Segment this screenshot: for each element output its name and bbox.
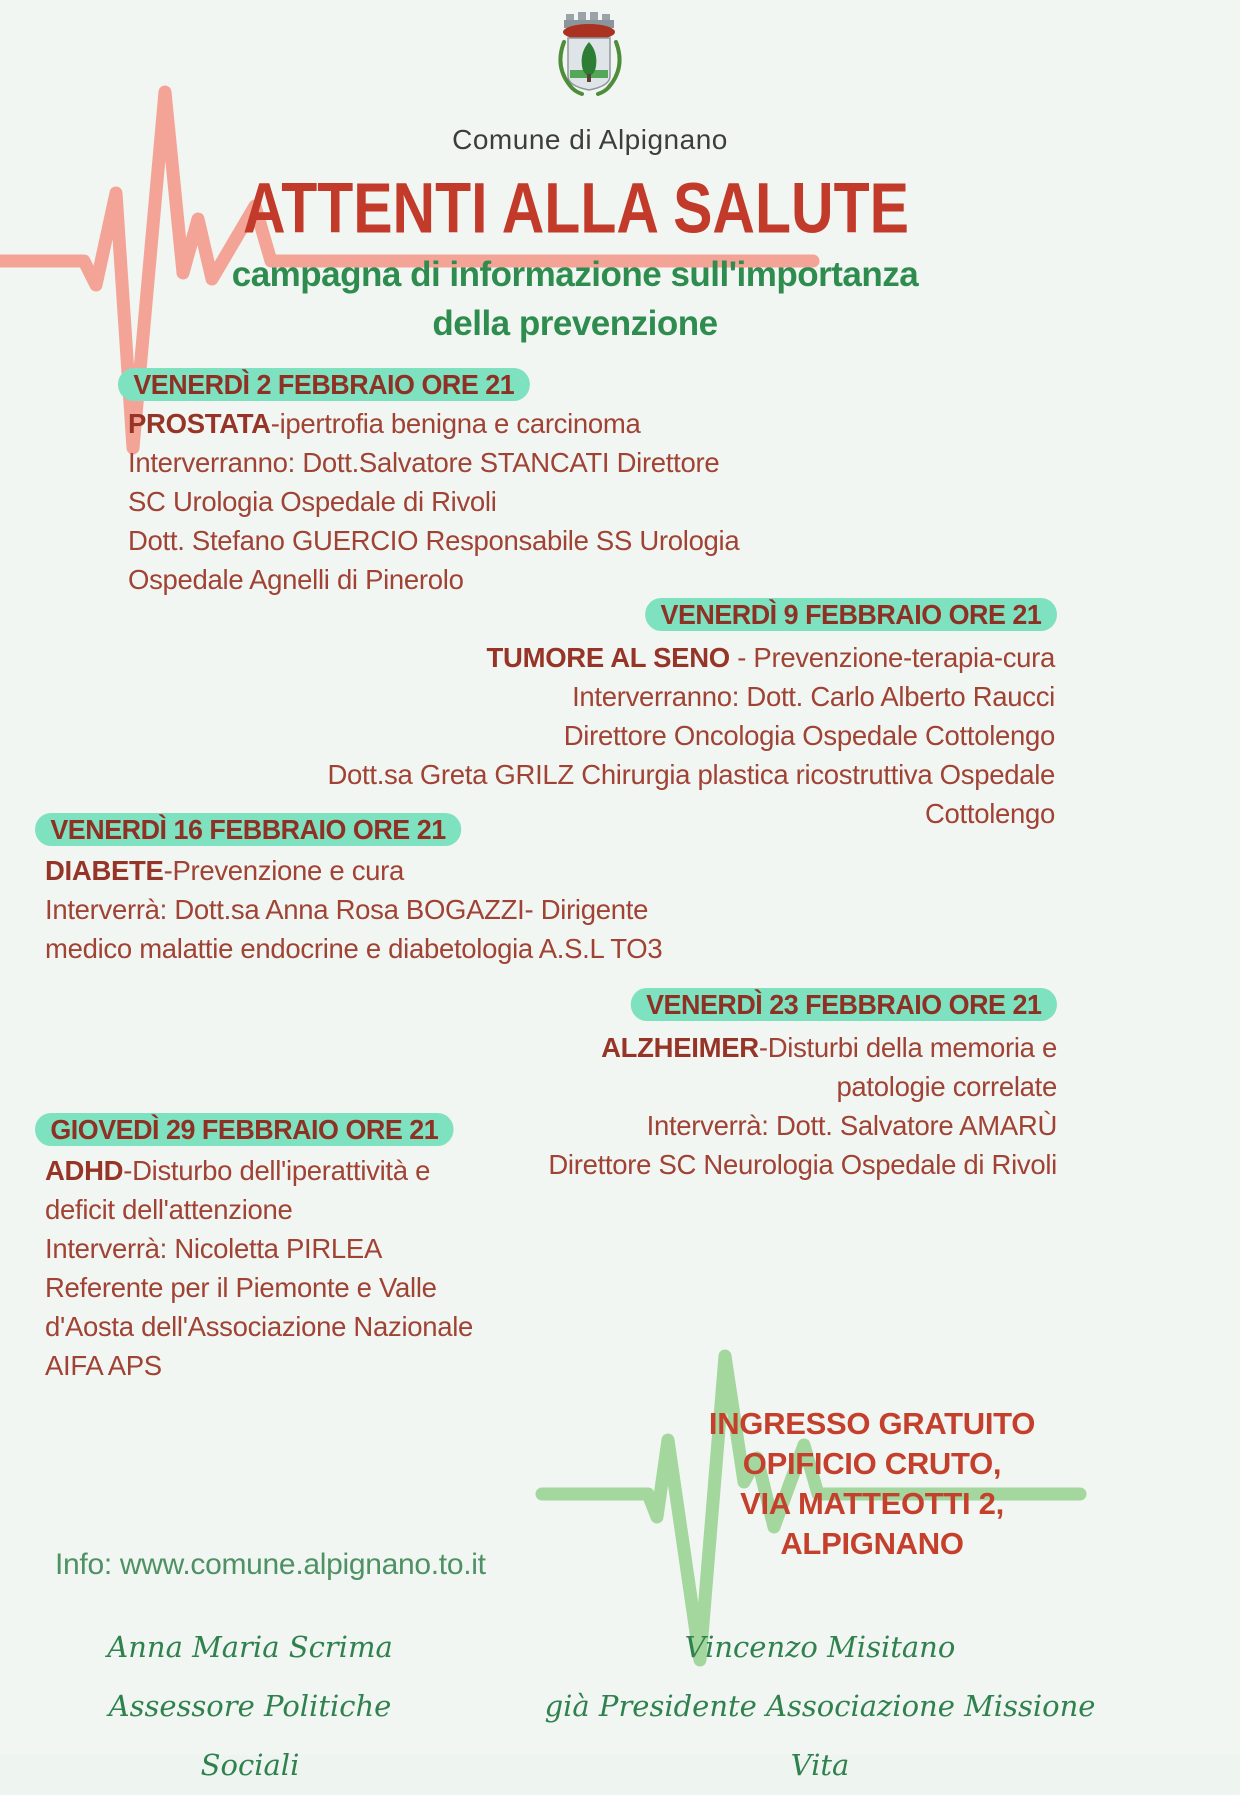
event-details [45, 1151, 545, 1385]
venue-line-place: OPIFICIO CRUTO, [742, 1446, 1002, 1481]
event-date-badge: GIOVEDÌ 29 FEBBRAIO ORE 21 [35, 1113, 454, 1146]
event-details [215, 638, 1055, 833]
venue-info [672, 1404, 1072, 1564]
event-line: Cottolengo [924, 798, 1055, 829]
event-topic: TUMORE AL SENO - Prevenzione-terapia-cura [486, 642, 1055, 673]
info-url: Info: www.comune.alpignano.to.it [55, 1548, 486, 1581]
event-line: SC Urologia Ospedale di Rivoli [128, 486, 497, 517]
event-line: Interverranno: Dott. Carlo Alberto Raucci [572, 681, 1055, 712]
event-line: patologie correlate [836, 1071, 1057, 1102]
event-line: deficit dell'attenzione [45, 1194, 293, 1225]
venue-line-free-entry: INGRESSO GRATUITO [708, 1406, 1036, 1441]
event-line: Interverrà: Nicoletta PIRLEA [45, 1233, 383, 1264]
event-topic: ALZHEIMER-Disturbi della memoria e [601, 1032, 1057, 1063]
event-line: Interverrà: Dott.sa Anna Rosa BOGAZZI- Dirigente [45, 894, 649, 925]
event-line: Interverrà: Dott. Salvatore AMARÙ [646, 1110, 1057, 1141]
signature-left [55, 1618, 445, 1795]
event-line: Ospedale Agnelli di Pinerolo [128, 564, 464, 595]
signature-name: Anna Maria Scrima [107, 1630, 393, 1664]
signature-role: già Presidente Associazione Missione Vita [544, 1689, 1096, 1782]
event-line: d'Aosta dell'Associazione Nazionale [45, 1311, 474, 1342]
event-line: medico malattie endocrine e diabetologia A.S.L TO3 [45, 933, 663, 964]
event-date-badge: VENERDÌ 9 FEBBRAIO ORE 21 [645, 598, 1057, 631]
event-line: AIFA APS [45, 1350, 162, 1381]
poster-title: ATTENTI ALLA SALUTE [243, 169, 909, 249]
municipality-name: Comune di Alpignano [452, 124, 728, 155]
event-topic: ADHD-Disturbo dell'iperattività e [45, 1155, 431, 1186]
event-line: Dott.sa Greta GRILZ Chirurgia plastica ricostruttiva Ospedale [327, 759, 1055, 790]
signature-name: Vincenzo Misitano [684, 1630, 956, 1664]
signature-right [540, 1618, 1100, 1795]
crown [563, 12, 615, 40]
event-details [45, 851, 805, 968]
event-topic: DIABETE-Prevenzione e cura [45, 855, 405, 886]
venue-line-city: ALPIGNANO [780, 1526, 964, 1561]
subtitle-line-1: campagna di informazione sull'importanza [231, 255, 919, 294]
municipal-crest-icon [548, 8, 632, 120]
event-date-badge: VENERDÌ 2 FEBBRAIO ORE 21 [118, 368, 530, 401]
event-details [128, 404, 848, 599]
subtitle-line-2: della prevenzione [432, 304, 718, 343]
event-line: Interverranno: Dott.Salvatore STANCATI Direttore [128, 447, 720, 478]
event-line: Dott. Stefano GUERCIO Responsabile SS Urologia [128, 525, 740, 556]
event-line: Direttore Oncologia Ospedale Cottolengo [563, 720, 1055, 751]
venue-line-street: VIA MATTEOTTI 2, [740, 1486, 1004, 1521]
signature-role: Assessore Politiche Sociali [108, 1689, 392, 1782]
event-date-badge: VENERDÌ 23 FEBBRAIO ORE 21 [631, 988, 1057, 1021]
event-line: Direttore SC Neurologia Ospedale di Rivoli [548, 1149, 1057, 1180]
event-topic: PROSTATA-ipertrofia benigna e carcinoma [128, 408, 641, 439]
event-line: Referente per il Piemonte e Valle [45, 1272, 437, 1303]
event-date-badge: VENERDÌ 16 FEBBRAIO ORE 21 [35, 813, 461, 846]
poster-subtitle [145, 250, 1005, 348]
